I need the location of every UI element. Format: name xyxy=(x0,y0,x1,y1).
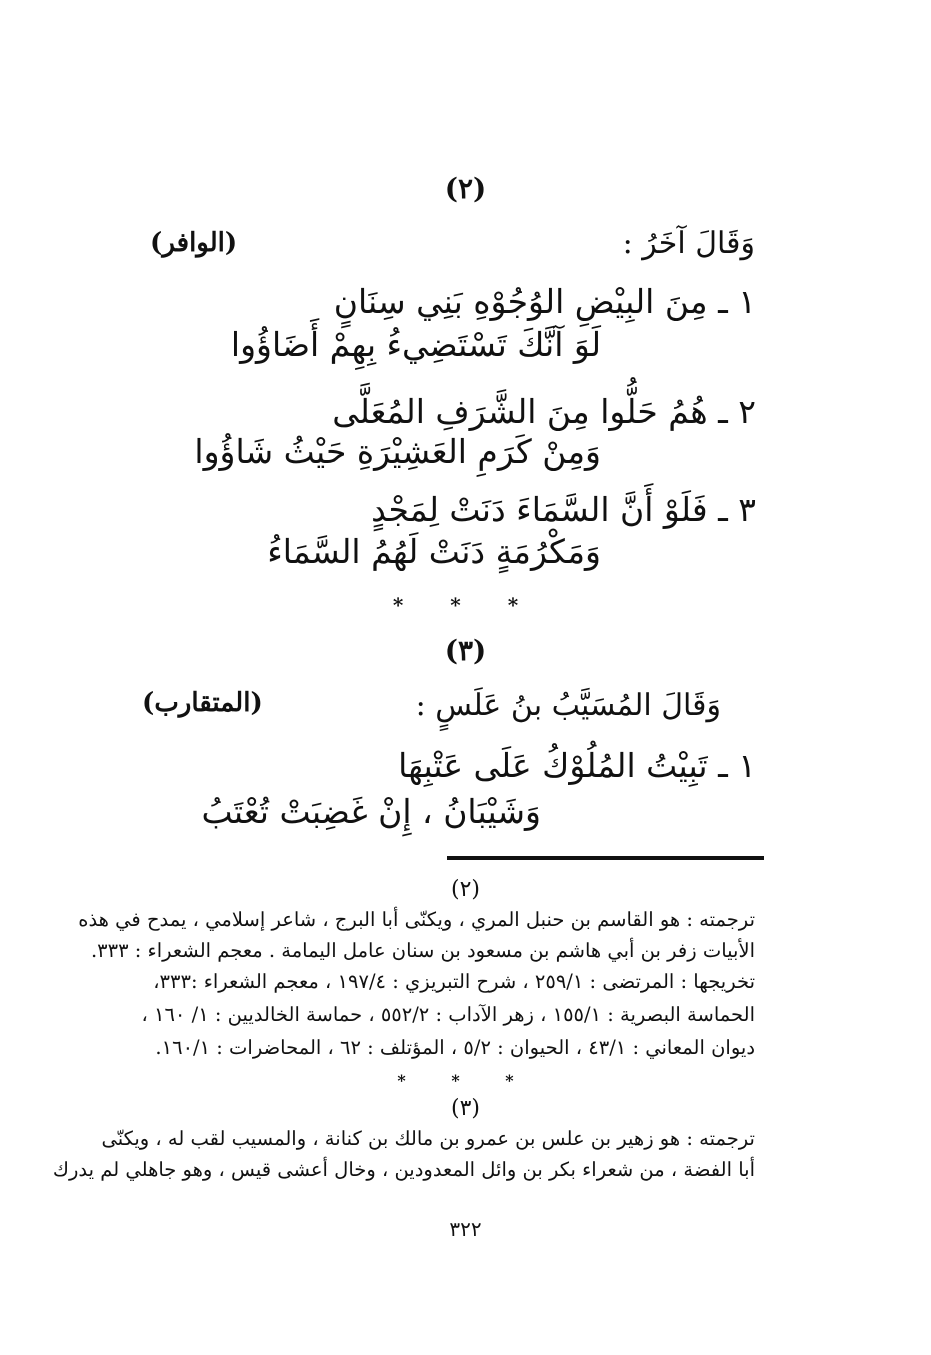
verse-2-2-second-hemistich: وَمِنْ كَرَمِ العَشِيْرَةِ حَيْثُ شَاؤُوا xyxy=(194,432,601,471)
footnote-2-number: (٢) xyxy=(450,877,480,902)
verse-2-3-first-hemistich: ٣ ـ فَلَوْ أَنَّ السَّمَاءَ دَنَتْ لِمَجْدٍ xyxy=(371,490,756,529)
section-3-intro: وَقَالَ المُسَيَّبُ بنُ عَلَسٍ : xyxy=(415,688,721,723)
footnote-2-line-2: الأبيات زفر بن أبي هاشم بن مسعود بن سنان عامل اليمامة . معجم الشعراء : ٣٣٣. xyxy=(90,939,755,962)
footnote-2-line-4: الحماسة البصرية : ١٥٥/١ ، زهر الآداب : ٥٥٢/٢ ، حماسة الخالديين : ١/ ١٦٠ ، xyxy=(141,1003,755,1026)
footnote-3-line-2: أبا الفضة ، من شعراء بكر بن وائل المعدودين ، وخال أعشى قيس ، وهو جاهلي لم يدرك xyxy=(52,1158,755,1181)
section-2-number: (٢) xyxy=(444,172,487,205)
footnote-2-line-1: ترجمته : هو القاسم بن حنبل المري ، ويكنّى أبا البرج ، شاعر إسلامي ، يمدح في هذه xyxy=(78,908,755,931)
section-3-meter: (المتقارب) xyxy=(142,688,263,718)
verse-2-2-first-hemistich: ٢ ـ هُمُ حَلُّوا مِنَ الشَّرَفِ المُعَلَّى xyxy=(332,392,756,431)
verse-3-1-second-hemistich: وَشَيْبَانُ ، إِنْ غَضِبَتْ تُعْتَبُ xyxy=(201,792,541,831)
footnote-separator-rule xyxy=(447,856,764,860)
verse-2-3-second-hemistich: وَمَكْرُمَةٍ دَنَتْ لَهُمُ السَّمَاءُ xyxy=(267,532,601,571)
section-3-number: (٣) xyxy=(444,634,487,667)
footnote-divider-stars: * * * xyxy=(397,1071,534,1090)
section-2-meter: (الوافر) xyxy=(150,228,238,258)
section-2-intro: وَقَالَ آخَرُ : xyxy=(622,226,755,261)
footnote-2-line-5: ديوان المعاني : ٤٣/١ ، الحيوان : ٥/٢ ، المؤتلف : ٦٢ ، المحاضرات : ١٦٠/١. xyxy=(155,1036,755,1059)
footnote-3-line-1: ترجمته : هو زهير بن علس بن عمرو بن مالك بن كنانة ، والمسيب لقب له ، ويكنّى xyxy=(101,1127,755,1150)
page-number: ٣٢٢ xyxy=(449,1217,482,1241)
verse-2-1-first-hemistich: ١ ـ مِنَ البِيْضِ الوُجُوْهِ بَنِي سِنَانٍ xyxy=(333,282,756,321)
verse-3-1-first-hemistich: ١ ـ تَبِيْتُ المُلُوْكُ عَلَى عَتْبِهَا xyxy=(398,746,756,785)
section-divider-stars: * * * xyxy=(392,593,539,617)
verse-2-1-second-hemistich: لَوَ آنَّكَ تَسْتَضِيءُ بِهِمْ أَضَاؤُوا xyxy=(230,325,601,364)
footnote-2-line-3: تخريجها : المرتضى : ٢٥٩/١ ، شرح التبريزي : ١٩٧/٤ ، معجم الشعراء :٣٣٣، xyxy=(153,970,755,993)
footnote-3-number: (٣) xyxy=(450,1096,480,1121)
